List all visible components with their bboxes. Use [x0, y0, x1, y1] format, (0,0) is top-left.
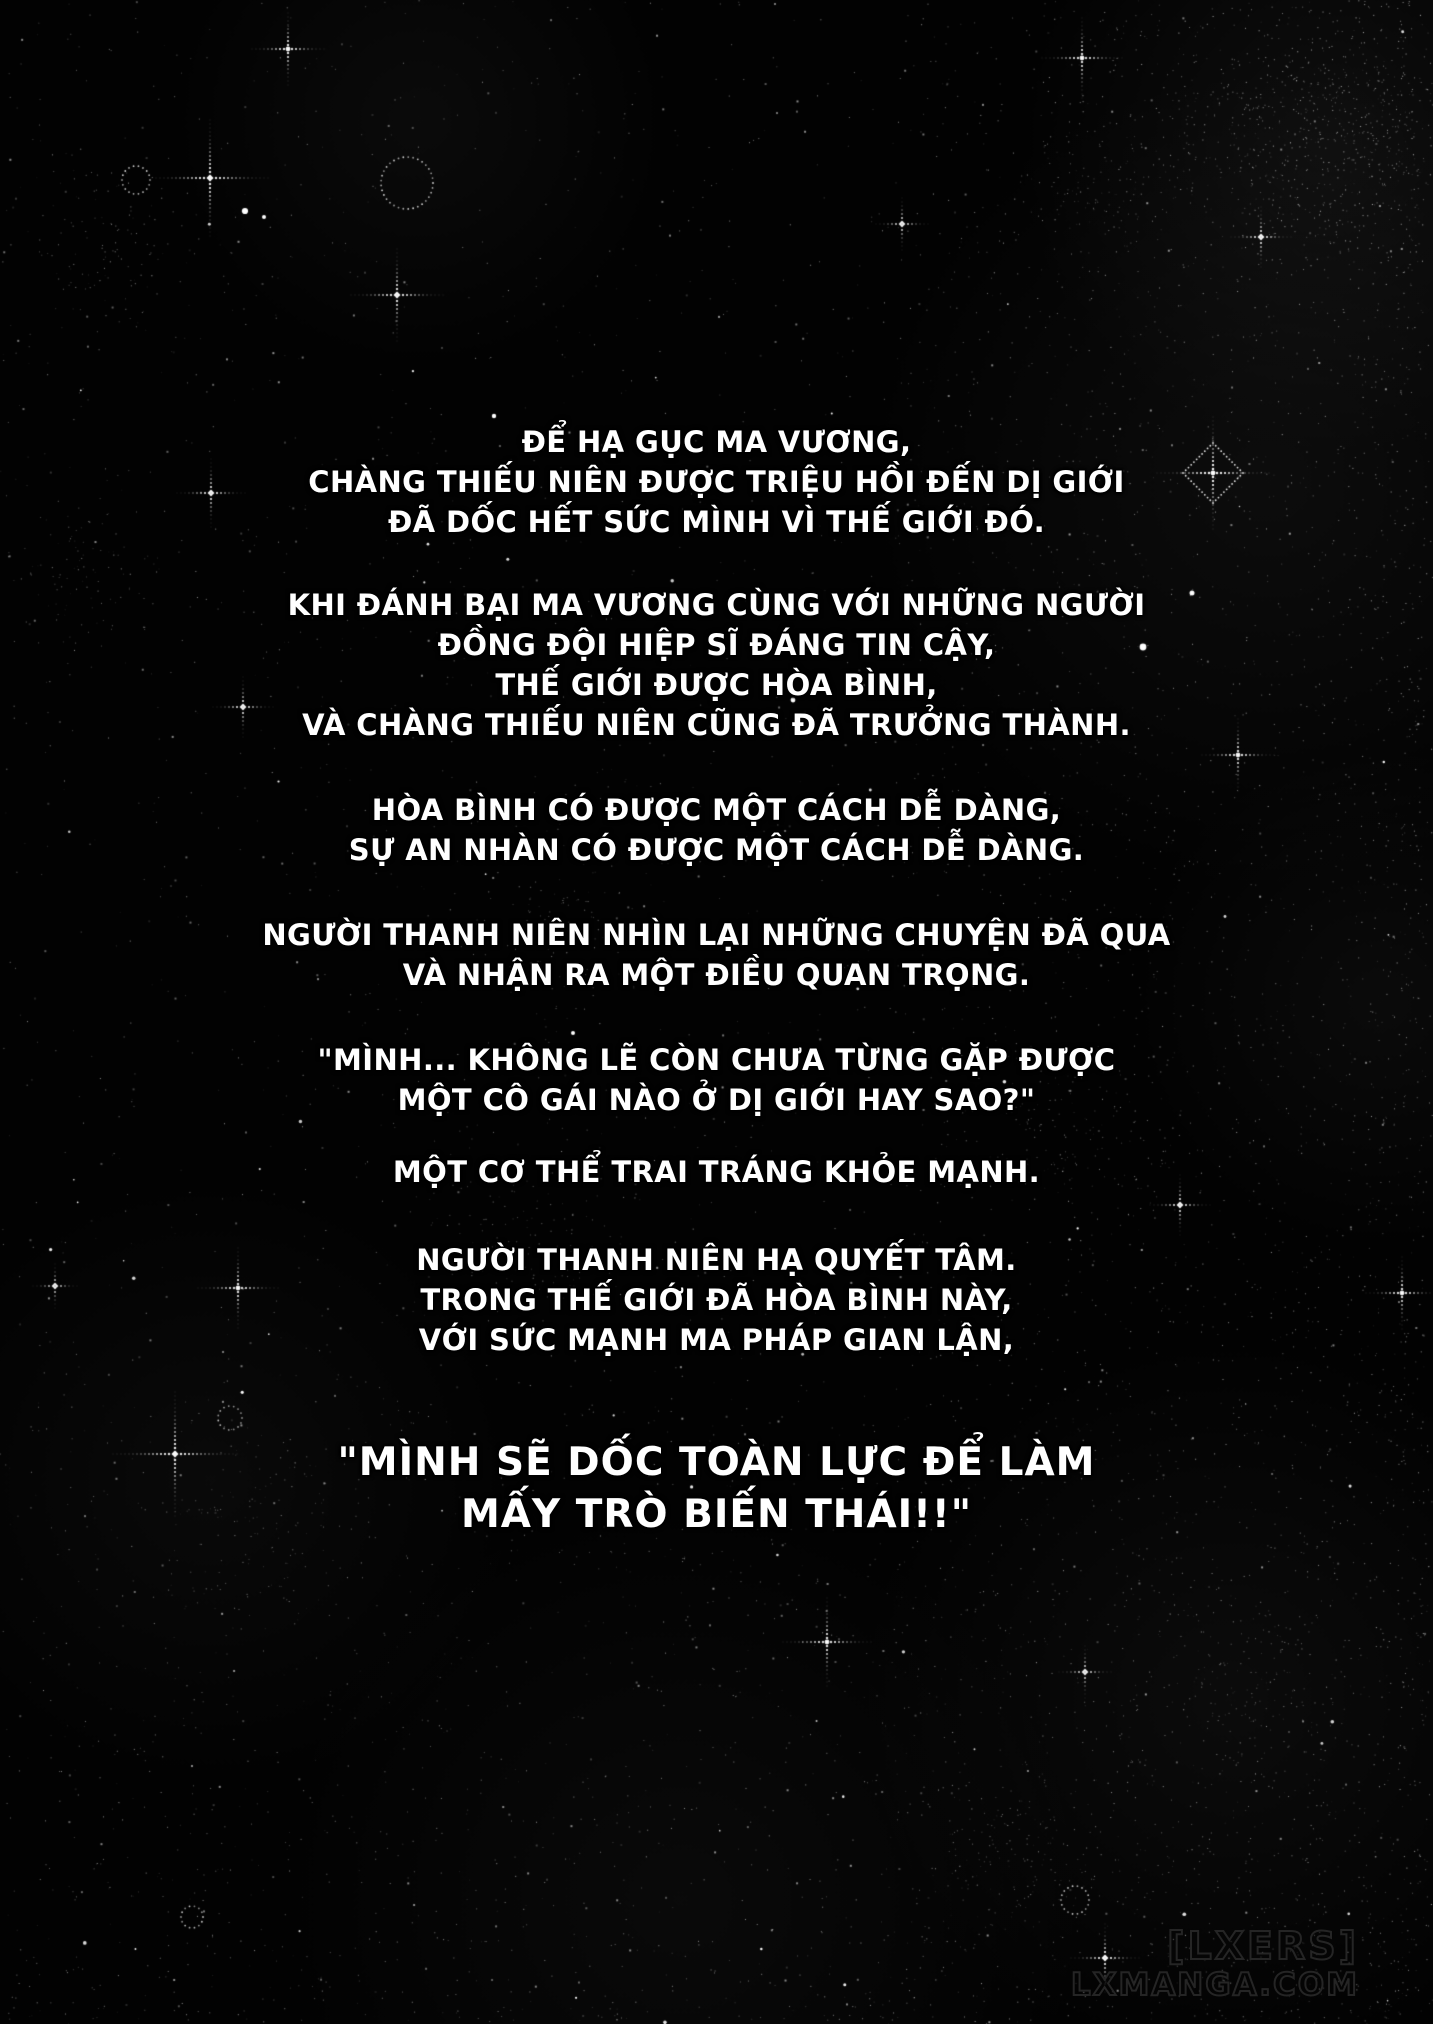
narration-line: TRONG THẾ GIỚI ĐÃ HÒA BÌNH NÀY, [420, 1283, 1013, 1317]
narration-paragraph-8 [0, 1437, 1433, 1541]
narration-paragraph-2 [0, 585, 1433, 745]
narration-paragraph-7 [0, 1240, 1433, 1360]
narration-line: THẾ GIỚI ĐƯỢC HÒA BÌNH, [495, 668, 938, 702]
narration-paragraph-5 [0, 1040, 1433, 1120]
narration-line: MẤY TRÒ BIẾN THÁI!!" [460, 1492, 973, 1537]
narration-line: MỘT CÔ GÁI NÀO Ở DỊ GIỚI HAY SAO?" [397, 1083, 1036, 1117]
narration-paragraph-3 [0, 790, 1433, 870]
narration-line: HÒA BÌNH CÓ ĐƯỢC MỘT CÁCH DỄ DÀNG, [371, 793, 1062, 827]
narration-line: ĐỒNG ĐỘI HIỆP SĨ ĐÁNG TIN CẬY, [437, 628, 996, 662]
narration-line: "MÌNH... KHÔNG LẼ CÒN CHƯA TỪNG GẶP ĐƯỢC [317, 1043, 1116, 1077]
narration-line: CHÀNG THIẾU NIÊN ĐƯỢC TRIỆU HỒI ĐẾN DỊ GIỚI [308, 465, 1125, 499]
narration-line: NGƯỜI THANH NIÊN HẠ QUYẾT TÂM. [416, 1243, 1017, 1277]
narration-line: MỘT CƠ THỂ TRAI TRÁNG KHỎE MẠNH. [392, 1155, 1041, 1189]
narration-line: ĐÃ DỐC HẾT SỨC MÌNH VÌ THẾ GIỚI ĐÓ. [387, 505, 1046, 539]
narration-line: SỰ AN NHÀN CÓ ĐƯỢC MỘT CÁCH DỄ DÀNG. [348, 833, 1085, 867]
narration-line: KHI ĐÁNH BẠI MA VƯƠNG CÙNG VỚI NHỮNG NGƯỜI [287, 588, 1146, 622]
narration-line: VÀ NHẬN RA MỘT ĐIỀU QUAN TRỌNG. [402, 958, 1031, 992]
narration-paragraph-1 [0, 422, 1433, 542]
watermark-group-name: [LXERS] [1167, 1923, 1359, 1968]
narration-paragraph-6 [0, 1152, 1433, 1192]
narration-line: NGƯỜI THANH NIÊN NHÌN LẠI NHỮNG CHUYỆN ĐÃ QUA [262, 918, 1171, 952]
narration-line: "MÌNH SẼ DỐC TOÀN LỰC ĐỂ LÀM [337, 1440, 1096, 1485]
narration-paragraph-4 [0, 915, 1433, 995]
watermark-site-name: LXMANGA.COM [1070, 1967, 1359, 2004]
narration-line: ĐỂ HẠ GỤC MA VƯƠNG, [521, 425, 912, 459]
narration-line: VỚI SỨC MẠNH MA PHÁP GIAN LẬN, [418, 1323, 1015, 1357]
watermark [1071, 1925, 1359, 2004]
narration-line: VÀ CHÀNG THIẾU NIÊN CŨNG ĐÃ TRƯỞNG THÀNH. [302, 708, 1131, 742]
